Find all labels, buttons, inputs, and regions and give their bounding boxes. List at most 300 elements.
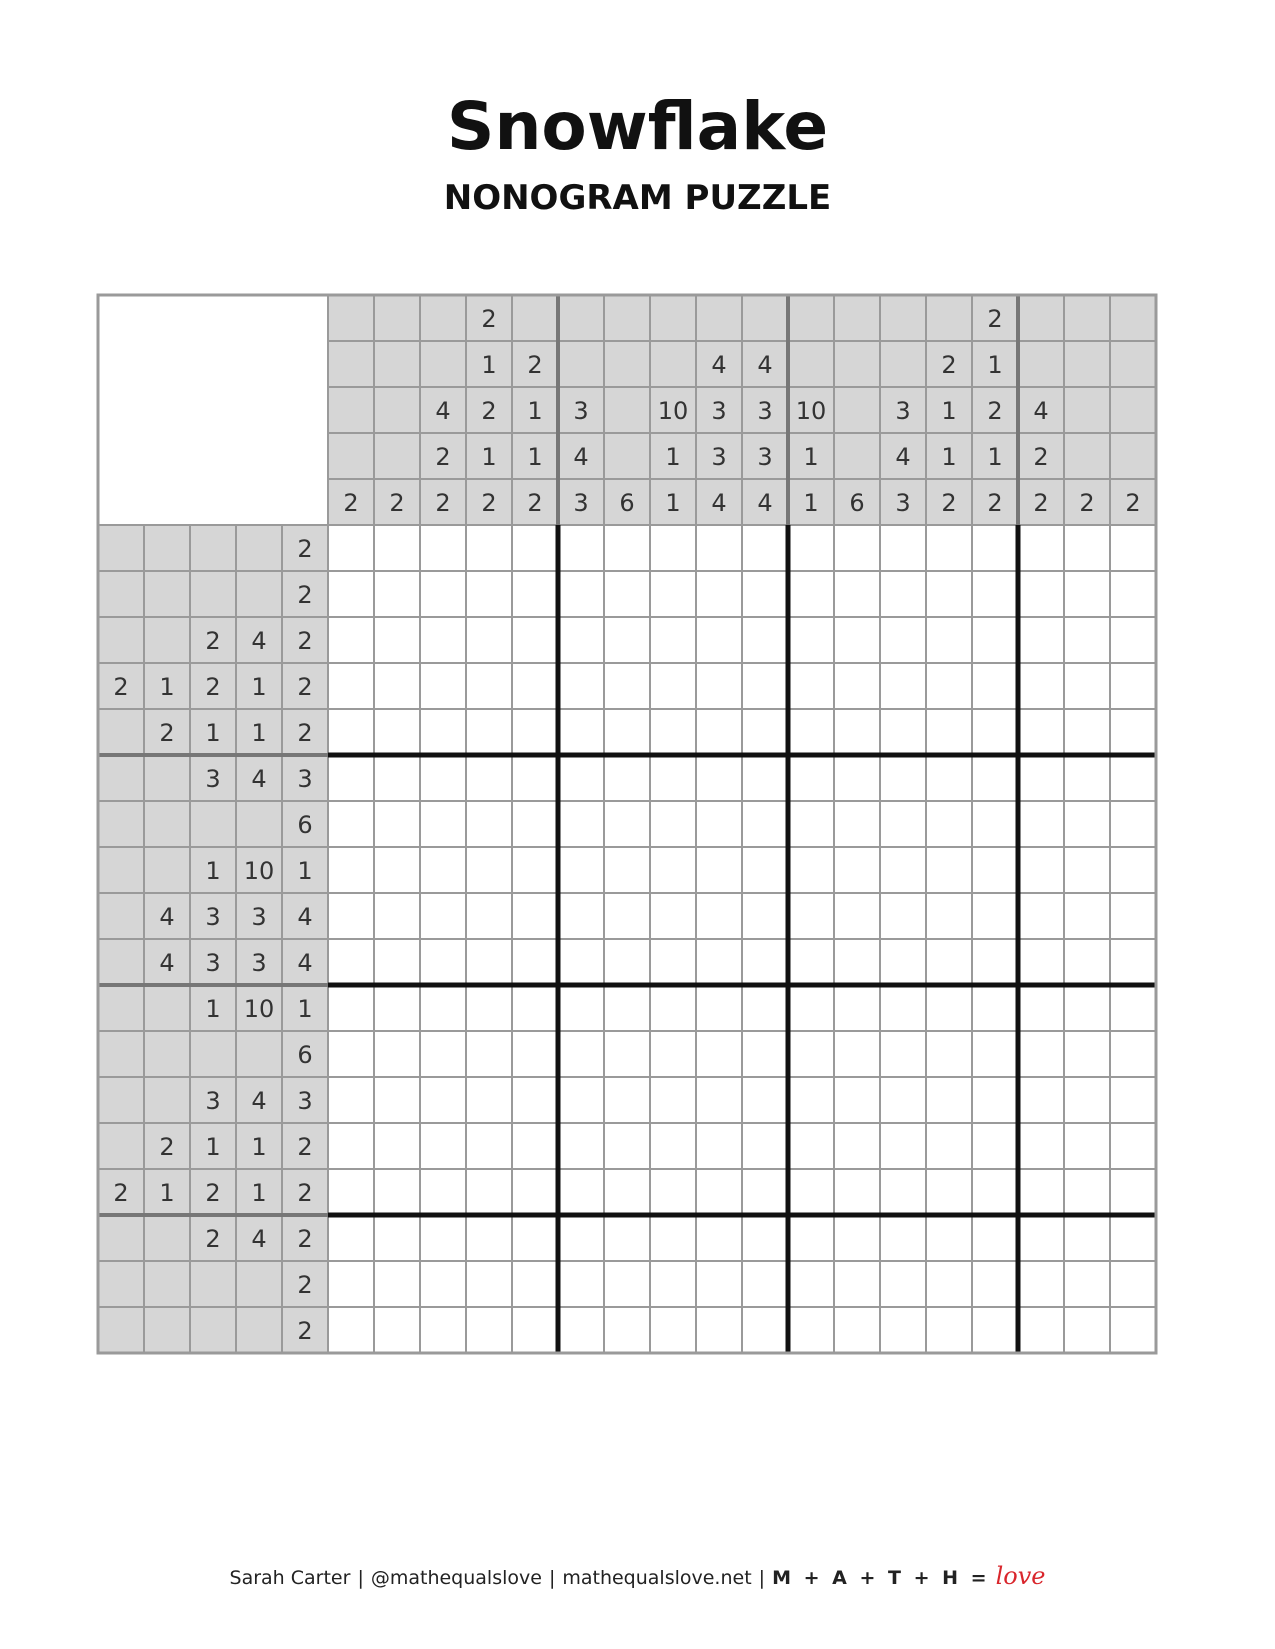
grid-cell[interactable] [834, 1123, 880, 1169]
grid-cell[interactable] [420, 617, 466, 663]
grid-cell[interactable] [972, 755, 1018, 801]
grid-cell[interactable] [420, 755, 466, 801]
grid-cell[interactable] [1018, 847, 1064, 893]
grid-cell[interactable] [512, 663, 558, 709]
grid-cell[interactable] [466, 1123, 512, 1169]
grid-cell[interactable] [880, 1123, 926, 1169]
grid-cell[interactable] [834, 985, 880, 1031]
grid-cell[interactable] [466, 525, 512, 571]
grid-cell[interactable] [420, 1077, 466, 1123]
grid-cell[interactable] [1110, 1261, 1156, 1307]
grid-cell[interactable] [696, 571, 742, 617]
grid-cell[interactable] [1018, 571, 1064, 617]
grid-cell[interactable] [1110, 939, 1156, 985]
grid-cell[interactable] [788, 939, 834, 985]
grid-cell[interactable] [1110, 663, 1156, 709]
grid-cell[interactable] [1064, 939, 1110, 985]
grid-cell[interactable] [742, 617, 788, 663]
grid-cell[interactable] [926, 571, 972, 617]
grid-cell[interactable] [328, 617, 374, 663]
grid-cell[interactable] [604, 847, 650, 893]
grid-cell[interactable] [880, 1077, 926, 1123]
grid-cell[interactable] [374, 1307, 420, 1353]
grid-cell[interactable] [466, 1169, 512, 1215]
grid-cell[interactable] [834, 801, 880, 847]
grid-cell[interactable] [604, 1215, 650, 1261]
grid-cell[interactable] [788, 571, 834, 617]
grid-cell[interactable] [926, 663, 972, 709]
grid-cell[interactable] [834, 1031, 880, 1077]
grid-cell[interactable] [1064, 755, 1110, 801]
grid-cell[interactable] [512, 847, 558, 893]
grid-cell[interactable] [834, 939, 880, 985]
grid-cell[interactable] [328, 525, 374, 571]
grid-cell[interactable] [604, 571, 650, 617]
grid-cell[interactable] [834, 1077, 880, 1123]
grid-cell[interactable] [1018, 1261, 1064, 1307]
grid-cell[interactable] [926, 1123, 972, 1169]
grid-cell[interactable] [834, 571, 880, 617]
grid-cell[interactable] [926, 801, 972, 847]
grid-cell[interactable] [880, 1031, 926, 1077]
grid-cell[interactable] [696, 985, 742, 1031]
grid-cell[interactable] [1110, 985, 1156, 1031]
grid-cell[interactable] [972, 1261, 1018, 1307]
grid-cell[interactable] [420, 525, 466, 571]
grid-cell[interactable] [328, 939, 374, 985]
grid-cell[interactable] [374, 1261, 420, 1307]
grid-cell[interactable] [880, 939, 926, 985]
grid-cell[interactable] [1018, 755, 1064, 801]
grid-cell[interactable] [374, 893, 420, 939]
grid-cell[interactable] [696, 939, 742, 985]
grid-cell[interactable] [650, 1123, 696, 1169]
grid-cell[interactable] [1064, 663, 1110, 709]
grid-cell[interactable] [558, 1169, 604, 1215]
grid-cell[interactable] [1064, 801, 1110, 847]
grid-cell[interactable] [1018, 939, 1064, 985]
grid-cell[interactable] [972, 801, 1018, 847]
grid-cell[interactable] [604, 1261, 650, 1307]
grid-cell[interactable] [788, 985, 834, 1031]
grid-cell[interactable] [788, 893, 834, 939]
grid-cell[interactable] [466, 985, 512, 1031]
grid-cell[interactable] [558, 1031, 604, 1077]
grid-cell[interactable] [374, 939, 420, 985]
grid-cell[interactable] [1018, 1077, 1064, 1123]
grid-cell[interactable] [650, 755, 696, 801]
grid-cell[interactable] [420, 709, 466, 755]
grid-cell[interactable] [558, 1307, 604, 1353]
grid-cell[interactable] [558, 801, 604, 847]
grid-cell[interactable] [374, 1031, 420, 1077]
grid-cell[interactable] [558, 571, 604, 617]
grid-cell[interactable] [696, 709, 742, 755]
grid-cell[interactable] [420, 985, 466, 1031]
grid-cell[interactable] [374, 1077, 420, 1123]
grid-cell[interactable] [328, 893, 374, 939]
grid-cell[interactable] [650, 1077, 696, 1123]
grid-cell[interactable] [696, 525, 742, 571]
grid-cell[interactable] [834, 709, 880, 755]
grid-cell[interactable] [834, 847, 880, 893]
grid-cell[interactable] [328, 755, 374, 801]
grid-cell[interactable] [880, 617, 926, 663]
grid-cell[interactable] [880, 709, 926, 755]
grid-cell[interactable] [972, 1169, 1018, 1215]
grid-cell[interactable] [328, 1261, 374, 1307]
grid-cell[interactable] [374, 1215, 420, 1261]
grid-cell[interactable] [788, 847, 834, 893]
grid-cell[interactable] [742, 663, 788, 709]
grid-cell[interactable] [1018, 985, 1064, 1031]
grid-cell[interactable] [788, 663, 834, 709]
grid-cell[interactable] [1064, 709, 1110, 755]
grid-cell[interactable] [1064, 1307, 1110, 1353]
grid-cell[interactable] [1110, 1215, 1156, 1261]
grid-cell[interactable] [1018, 663, 1064, 709]
grid-cell[interactable] [604, 801, 650, 847]
grid-cell[interactable] [696, 1215, 742, 1261]
grid-cell[interactable] [328, 709, 374, 755]
grid-cell[interactable] [1018, 1307, 1064, 1353]
grid-cell[interactable] [1110, 1307, 1156, 1353]
grid-cell[interactable] [972, 939, 1018, 985]
grid-cell[interactable] [558, 755, 604, 801]
grid-cell[interactable] [880, 801, 926, 847]
grid-cell[interactable] [926, 847, 972, 893]
grid-cell[interactable] [374, 847, 420, 893]
grid-cell[interactable] [650, 801, 696, 847]
grid-cell[interactable] [420, 801, 466, 847]
grid-cell[interactable] [558, 847, 604, 893]
grid-cell[interactable] [604, 939, 650, 985]
grid-cell[interactable] [788, 1215, 834, 1261]
grid-cell[interactable] [466, 571, 512, 617]
grid-cell[interactable] [466, 709, 512, 755]
grid-cell[interactable] [558, 939, 604, 985]
grid-cell[interactable] [742, 1123, 788, 1169]
grid-cell[interactable] [880, 571, 926, 617]
grid-cell[interactable] [788, 1077, 834, 1123]
grid-cell[interactable] [604, 1031, 650, 1077]
grid-cell[interactable] [374, 1123, 420, 1169]
grid-cell[interactable] [972, 617, 1018, 663]
grid-cell[interactable] [374, 663, 420, 709]
grid-cell[interactable] [742, 1031, 788, 1077]
grid-cell[interactable] [1064, 893, 1110, 939]
grid-cell[interactable] [1018, 1169, 1064, 1215]
grid-cell[interactable] [926, 1261, 972, 1307]
grid-cell[interactable] [742, 1307, 788, 1353]
grid-cell[interactable] [880, 1215, 926, 1261]
grid-cell[interactable] [558, 985, 604, 1031]
grid-cell[interactable] [512, 801, 558, 847]
grid-cell[interactable] [512, 893, 558, 939]
grid-cell[interactable] [604, 663, 650, 709]
grid-cell[interactable] [650, 617, 696, 663]
grid-cell[interactable] [1064, 1261, 1110, 1307]
grid-cell[interactable] [1018, 1031, 1064, 1077]
grid-cell[interactable] [466, 1077, 512, 1123]
grid-cell[interactable] [512, 939, 558, 985]
grid-cell[interactable] [512, 525, 558, 571]
grid-cell[interactable] [1110, 893, 1156, 939]
grid-cell[interactable] [374, 617, 420, 663]
grid-cell[interactable] [834, 617, 880, 663]
grid-cell[interactable] [696, 755, 742, 801]
grid-cell[interactable] [420, 1261, 466, 1307]
grid-cell[interactable] [328, 985, 374, 1031]
grid-cell[interactable] [788, 1307, 834, 1353]
grid-cell[interactable] [834, 1215, 880, 1261]
grid-cell[interactable] [466, 939, 512, 985]
grid-cell[interactable] [1110, 709, 1156, 755]
grid-cell[interactable] [742, 709, 788, 755]
grid-cell[interactable] [742, 847, 788, 893]
grid-cell[interactable] [742, 571, 788, 617]
grid-cell[interactable] [374, 755, 420, 801]
grid-cell[interactable] [420, 1169, 466, 1215]
grid-cell[interactable] [604, 617, 650, 663]
grid-cell[interactable] [926, 1307, 972, 1353]
grid-cell[interactable] [650, 1307, 696, 1353]
grid-cell[interactable] [742, 893, 788, 939]
grid-cell[interactable] [926, 1031, 972, 1077]
grid-cell[interactable] [880, 1169, 926, 1215]
grid-cell[interactable] [604, 525, 650, 571]
grid-cell[interactable] [328, 1169, 374, 1215]
grid-cell[interactable] [1018, 801, 1064, 847]
grid-cell[interactable] [834, 663, 880, 709]
grid-cell[interactable] [650, 985, 696, 1031]
grid-cell[interactable] [650, 1261, 696, 1307]
grid-cell[interactable] [742, 985, 788, 1031]
grid-cell[interactable] [696, 847, 742, 893]
grid-cell[interactable] [696, 801, 742, 847]
grid-cell[interactable] [604, 1307, 650, 1353]
grid-cell[interactable] [696, 893, 742, 939]
grid-cell[interactable] [742, 1077, 788, 1123]
grid-cell[interactable] [328, 1307, 374, 1353]
grid-cell[interactable] [466, 617, 512, 663]
grid-cell[interactable] [420, 939, 466, 985]
grid-cell[interactable] [650, 709, 696, 755]
grid-cell[interactable] [788, 801, 834, 847]
grid-cell[interactable] [512, 1307, 558, 1353]
grid-cell[interactable] [742, 1169, 788, 1215]
grid-cell[interactable] [420, 571, 466, 617]
grid-cell[interactable] [512, 1261, 558, 1307]
grid-cell[interactable] [880, 893, 926, 939]
grid-cell[interactable] [328, 1215, 374, 1261]
grid-cell[interactable] [328, 571, 374, 617]
grid-cell[interactable] [650, 893, 696, 939]
grid-cell[interactable] [742, 525, 788, 571]
grid-cell[interactable] [972, 1123, 1018, 1169]
grid-cell[interactable] [558, 617, 604, 663]
grid-cell[interactable] [604, 755, 650, 801]
grid-cell[interactable] [788, 525, 834, 571]
grid-cell[interactable] [604, 1123, 650, 1169]
grid-cell[interactable] [788, 709, 834, 755]
grid-cell[interactable] [972, 1307, 1018, 1353]
grid-cell[interactable] [1018, 525, 1064, 571]
grid-cell[interactable] [972, 1077, 1018, 1123]
grid-cell[interactable] [926, 939, 972, 985]
grid-cell[interactable] [604, 985, 650, 1031]
grid-cell[interactable] [466, 1215, 512, 1261]
grid-cell[interactable] [926, 985, 972, 1031]
grid-cell[interactable] [374, 985, 420, 1031]
grid-cell[interactable] [1018, 893, 1064, 939]
grid-cell[interactable] [558, 1077, 604, 1123]
grid-cell[interactable] [880, 1307, 926, 1353]
grid-cell[interactable] [742, 801, 788, 847]
grid-cell[interactable] [1064, 1169, 1110, 1215]
grid-cell[interactable] [834, 1261, 880, 1307]
grid-cell[interactable] [1110, 1169, 1156, 1215]
grid-cell[interactable] [512, 985, 558, 1031]
grid-cell[interactable] [926, 1215, 972, 1261]
grid-cell[interactable] [788, 1261, 834, 1307]
grid-cell[interactable] [1064, 617, 1110, 663]
grid-cell[interactable] [880, 663, 926, 709]
grid-cell[interactable] [742, 1215, 788, 1261]
grid-cell[interactable] [1110, 571, 1156, 617]
grid-cell[interactable] [696, 1307, 742, 1353]
grid-cell[interactable] [742, 1261, 788, 1307]
grid-cell[interactable] [1064, 1077, 1110, 1123]
grid-cell[interactable] [1110, 1031, 1156, 1077]
grid-cell[interactable] [604, 709, 650, 755]
grid-cell[interactable] [1064, 1123, 1110, 1169]
grid-cell[interactable] [466, 801, 512, 847]
grid-cell[interactable] [558, 1261, 604, 1307]
grid-cell[interactable] [558, 525, 604, 571]
grid-cell[interactable] [972, 985, 1018, 1031]
grid-cell[interactable] [558, 709, 604, 755]
grid-cell[interactable] [374, 571, 420, 617]
grid-cell[interactable] [1018, 709, 1064, 755]
grid-cell[interactable] [696, 663, 742, 709]
grid-cell[interactable] [880, 1261, 926, 1307]
grid-cell[interactable] [512, 1169, 558, 1215]
grid-cell[interactable] [420, 1123, 466, 1169]
grid-cell[interactable] [1018, 617, 1064, 663]
grid-cell[interactable] [788, 617, 834, 663]
grid-cell[interactable] [604, 1077, 650, 1123]
grid-cell[interactable] [420, 1215, 466, 1261]
grid-cell[interactable] [420, 1307, 466, 1353]
grid-cell[interactable] [926, 617, 972, 663]
grid-cell[interactable] [1018, 1123, 1064, 1169]
grid-cell[interactable] [972, 709, 1018, 755]
grid-cell[interactable] [1110, 1077, 1156, 1123]
grid-cell[interactable] [1064, 525, 1110, 571]
grid-cell[interactable] [512, 1123, 558, 1169]
grid-cell[interactable] [512, 617, 558, 663]
grid-cell[interactable] [328, 847, 374, 893]
grid-cell[interactable] [926, 525, 972, 571]
grid-cell[interactable] [1064, 847, 1110, 893]
grid-cell[interactable] [834, 1307, 880, 1353]
grid-cell[interactable] [1064, 571, 1110, 617]
grid-cell[interactable] [512, 1077, 558, 1123]
grid-cell[interactable] [466, 1261, 512, 1307]
grid-cell[interactable] [972, 893, 1018, 939]
grid-cell[interactable] [696, 1261, 742, 1307]
grid-cell[interactable] [834, 755, 880, 801]
grid-cell[interactable] [696, 1077, 742, 1123]
grid-cell[interactable] [1110, 847, 1156, 893]
grid-cell[interactable] [420, 1031, 466, 1077]
grid-cell[interactable] [972, 847, 1018, 893]
grid-cell[interactable] [1064, 1215, 1110, 1261]
grid-cell[interactable] [742, 939, 788, 985]
grid-cell[interactable] [880, 847, 926, 893]
grid-cell[interactable] [880, 525, 926, 571]
grid-cell[interactable] [558, 663, 604, 709]
grid-cell[interactable] [1064, 1031, 1110, 1077]
grid-cell[interactable] [604, 893, 650, 939]
grid-cell[interactable] [466, 1307, 512, 1353]
grid-cell[interactable] [512, 709, 558, 755]
grid-cell[interactable] [880, 985, 926, 1031]
grid-cell[interactable] [466, 847, 512, 893]
grid-cell[interactable] [926, 893, 972, 939]
grid-cell[interactable] [650, 847, 696, 893]
grid-cell[interactable] [650, 1169, 696, 1215]
grid-cell[interactable] [1018, 1215, 1064, 1261]
grid-cell[interactable] [650, 571, 696, 617]
grid-cell[interactable] [604, 1169, 650, 1215]
grid-cell[interactable] [420, 893, 466, 939]
grid-cell[interactable] [374, 1169, 420, 1215]
grid-cell[interactable] [926, 755, 972, 801]
grid-cell[interactable] [926, 1077, 972, 1123]
grid-cell[interactable] [696, 617, 742, 663]
grid-cell[interactable] [1110, 617, 1156, 663]
grid-cell[interactable] [558, 1215, 604, 1261]
grid-cell[interactable] [1110, 755, 1156, 801]
grid-cell[interactable] [834, 1169, 880, 1215]
grid-cell[interactable] [650, 663, 696, 709]
grid-cell[interactable] [512, 1031, 558, 1077]
grid-cell[interactable] [512, 571, 558, 617]
grid-cell[interactable] [328, 663, 374, 709]
grid-cell[interactable] [374, 801, 420, 847]
grid-cell[interactable] [420, 663, 466, 709]
grid-cell[interactable] [1110, 525, 1156, 571]
grid-cell[interactable] [466, 893, 512, 939]
grid-cell[interactable] [650, 1215, 696, 1261]
grid-cell[interactable] [972, 1215, 1018, 1261]
grid-cell[interactable] [558, 1123, 604, 1169]
grid-cell[interactable] [466, 1031, 512, 1077]
grid-cell[interactable] [650, 939, 696, 985]
grid-cell[interactable] [1064, 985, 1110, 1031]
grid-cell[interactable] [420, 847, 466, 893]
grid-cell[interactable] [788, 1123, 834, 1169]
grid-cell[interactable] [834, 893, 880, 939]
grid-cell[interactable] [926, 709, 972, 755]
grid-cell[interactable] [788, 1031, 834, 1077]
grid-cell[interactable] [650, 1031, 696, 1077]
grid-cell[interactable] [328, 801, 374, 847]
grid-cell[interactable] [972, 663, 1018, 709]
grid-cell[interactable] [374, 709, 420, 755]
